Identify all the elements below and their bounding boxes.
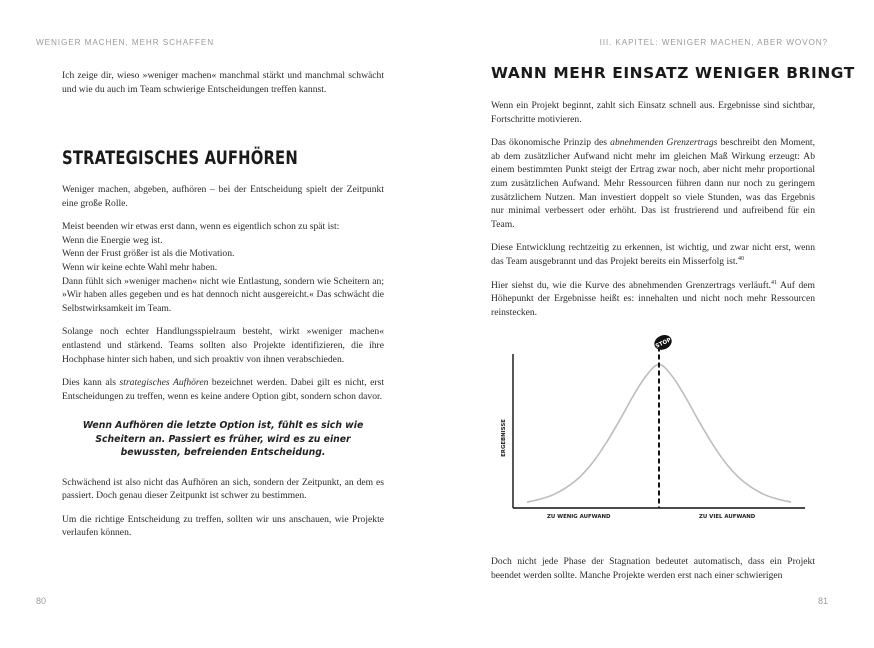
pull-quote: Wenn Aufhören die letzte Option ist, fühlt es sich wie Scheitern an. Passiert es früher, wird es zu einer bewussten, befreienden Entscheidung. bbox=[82, 420, 364, 459]
paragraph-r1: Wenn ein Projekt beginnt, zahlt sich Einsatz schnell aus. Ergebnisse sind sichtbar, Fortschritte motivieren. bbox=[491, 100, 815, 125]
intro-paragraph bbox=[62, 69, 384, 106]
paragraph-2-tail: Dann fühlt sich »weniger machen« nicht wie Entlastung, sondern wie Scheitern an; »Wir haben alles gegeben und es hat dennoch nicht ausgereicht.« Das schwächt die Selbstwirksamkeit im Team. bbox=[62, 275, 384, 314]
list-line: Wenn die Energie weg ist. bbox=[62, 234, 163, 246]
paragraph-3: Solange noch echter Handlungsspielraum besteht, wirkt »weniger machen« entlastend und stärkend. Teams sollten also Projekte identifizieren, die ihre Hochphase hinter sich haben, und sich proaktiv von ihnen verabschieden. bbox=[62, 326, 384, 365]
paragraph-1: Weniger machen, abgeben, aufhören – bei der Entscheidung spielt der Zeitpunkt eine große Rolle. bbox=[62, 184, 384, 209]
right-body-continued bbox=[491, 555, 815, 592]
paragraph-2 bbox=[62, 220, 384, 315]
section-heading-mehr-einsatz: WANN MEHR EINSATZ WENIGER BRINGT bbox=[491, 64, 855, 82]
footnote-ref-40: 40 bbox=[737, 255, 744, 262]
paragraph-r2-b: beschreibt den Moment, ab dem zusätzlicher Aufwand nicht mehr im gleichen Maß Wirkung erzeugt: Ab einem bestimmten Punkt steigt der Ertrag zwar noch, aber nicht mehr proportional zum zusätzlichen Aufwand. Mehr Ressourcen führen dann nur noch zu geringem zusätzlichem Nutzen. Man investiert doppelt so viele Stunden, was das Ergebnis nur minimal verbessert oder erhöht. Das ist frustrierend und aufreibend für ein Team. bbox=[491, 137, 815, 230]
paragraph-r4 bbox=[491, 279, 815, 320]
section-heading-strategisches-aufhoeren: STRATEGISCHES AUFHÖREN bbox=[62, 147, 298, 169]
footnote-ref-41: 41 bbox=[771, 279, 778, 286]
right-body bbox=[491, 99, 815, 329]
paragraph-r2-a: Das ökonomische Prinzip des bbox=[491, 137, 611, 149]
page-number-right: 81 bbox=[817, 596, 828, 606]
diminishing-returns-chart bbox=[489, 337, 817, 548]
paragraph-6: Um die richtige Entscheidung zu treffen, sollten wir uns anschauen, wie Projekte verlaufen können. bbox=[62, 513, 384, 539]
list-line: Wenn der Frust größer ist als die Motivation. bbox=[62, 248, 235, 260]
intro-text: Ich zeige dir, wieso »weniger machen« manchmal stärkt und manchmal schwächt und wie du auch im Team schwierige Entscheidungen treffen kannst. bbox=[62, 70, 384, 95]
right-page bbox=[437, 0, 874, 648]
stop-label: STOP bbox=[654, 337, 673, 350]
paragraph-r5: Doch nicht jede Phase der Stagnation bedeutet automatisch, dass ein Projekt beendet werden sollte. Manche Projekte werden erst nach einer schwierigen bbox=[491, 556, 815, 581]
paragraph-r4-b: Auf dem Höhepunkt der Ergebnisse heißt es: innehalten und nicht noch mehr Ressourcen reinstecken. bbox=[491, 279, 815, 318]
running-head-left: WENIGER MACHEN, MEHR SCHAFFEN bbox=[36, 38, 215, 47]
running-head-right: III. KAPITEL: WENIGER MACHEN, ABER WOVON? bbox=[599, 38, 828, 47]
list-line: Meist beenden wir etwas erst dann, wenn es eigentlich schon zu spät ist: bbox=[62, 221, 340, 233]
y-axis-label: ERGEBNISSE bbox=[501, 419, 507, 457]
paragraph-r2 bbox=[491, 136, 815, 231]
page-number-left: 80 bbox=[36, 596, 47, 606]
x-label-right: ZU VIEL AUFWAND bbox=[699, 514, 756, 520]
emphasis-grenzertrag: abnehmenden Grenzertrags bbox=[610, 137, 718, 149]
paragraph-4-b: bezeichnet werden. Dabei gilt es nicht, erst Entscheidungen zu treffen, wenn es keine andere Option gibt, sondern schon davor. bbox=[62, 377, 384, 402]
result-curve bbox=[527, 364, 791, 502]
paragraph-5: Schwächend ist also nicht das Aufhören an sich, sondern der Zeitpunkt, an dem es passiert. Doch genau dieser Zeitpunkt ist schwer zu bestimmen. bbox=[62, 476, 384, 502]
list-line: Wenn wir keine echte Wahl mehr haben. bbox=[62, 261, 218, 273]
left-body bbox=[62, 183, 384, 550]
paragraph-4 bbox=[62, 376, 384, 403]
paragraph-r4-a: Hier siehst du, wie die Kurve des abnehmenden Grenzertrags verläuft. bbox=[491, 279, 772, 291]
paragraph-r3 bbox=[491, 241, 815, 268]
x-label-left: ZU WENIG AUFWAND bbox=[547, 514, 611, 520]
paragraph-r3-text: Diese Entwicklung rechtzeitig zu erkennen, ist wichtig, und zwar nicht erst, wenn das Team ausgebrannt und das Projekt bereits ein Misserfolg ist. bbox=[491, 242, 815, 267]
paragraph-4-a: Dies kann als bbox=[62, 377, 120, 389]
emphasis-strategisches-aufhoeren: strategisches Aufhören bbox=[119, 377, 209, 389]
